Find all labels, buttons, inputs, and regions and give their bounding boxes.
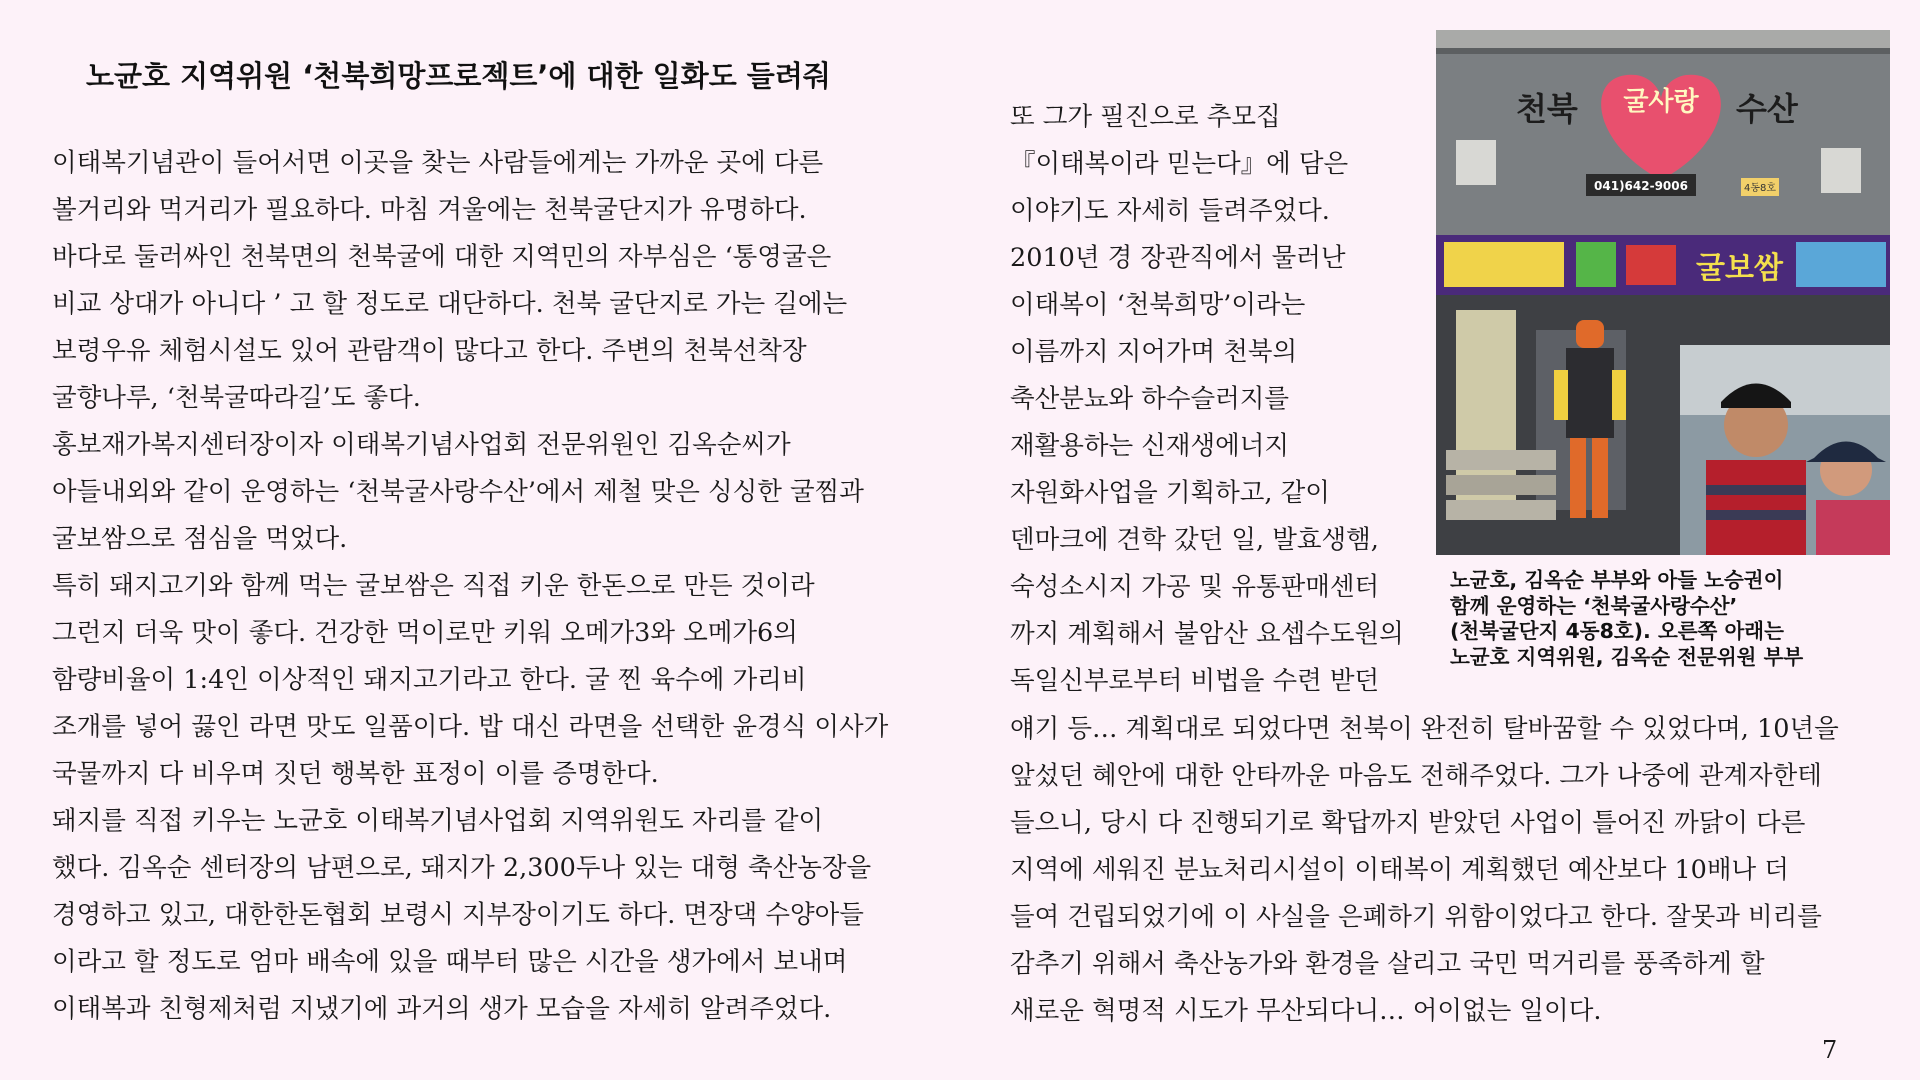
text-line: 앞섰던 혜안에 대한 안타까운 마음도 전해주었다. 그가 나중에 관계자한테 bbox=[1010, 761, 1822, 791]
right-wide-text-column bbox=[1010, 706, 1890, 1035]
caption-line: 함께 운영하는 ‘천북굴사랑수산’ bbox=[1450, 593, 1738, 618]
text-line: 까지 계획해서 불암산 요셉수도원의 bbox=[1010, 619, 1404, 649]
text-line: 아들내외와 같이 운영하는 ‘천북굴사랑수산’에서 제철 맞은 싱싱한 굴찜과 bbox=[52, 477, 864, 507]
text-line: 이름까지 지어가며 천북의 bbox=[1010, 337, 1298, 367]
banner-text: 굴보쌈 bbox=[1696, 251, 1783, 286]
text-line: 축산분뇨와 하수슬러지를 bbox=[1010, 384, 1290, 414]
text-line: 이야기도 자세히 들려주었다. bbox=[1010, 196, 1330, 226]
shop-photo-illustration bbox=[1436, 30, 1890, 555]
text-line: 이태복이 ‘천북희망’이라는 bbox=[1010, 290, 1306, 320]
text-line: 재활용하는 신재생에너지 bbox=[1010, 431, 1290, 461]
text-line: 특히 돼지고기와 함께 먹는 굴보쌈은 직접 키운 한돈으로 만든 것이라 bbox=[52, 571, 815, 601]
text-line: 또 그가 필진으로 추모집 bbox=[1010, 102, 1281, 132]
text-line: 2010년 경 장관직에서 물러난 bbox=[1010, 243, 1346, 273]
text-line: 이태복과 친형제처럼 지냈기에 과거의 생가 모습을 자세히 알려주었다. bbox=[52, 994, 832, 1024]
caption-line: 노균호 지역위원, 김옥순 전문위원 부부 bbox=[1450, 644, 1804, 669]
text-line: 굴향나루, ‘천북굴따라길’도 좋다. bbox=[52, 383, 421, 413]
text-line: 이태복기념관이 들어서면 이곳을 찾는 사람들에게는 가까운 곳에 다른 bbox=[52, 148, 824, 178]
article-headline: 노균호 지역위원 ‘천북희망프로젝트’에 대한 일화도 들려줘 bbox=[86, 59, 831, 93]
text-line: 비교 상대가 아니다 ’ 고 할 정도로 대단하다. 천북 굴단지로 가는 길에는 bbox=[52, 289, 848, 319]
caption-line: 노균호, 김옥순 부부와 아들 노승권이 bbox=[1450, 568, 1784, 592]
text-line: 얘기 등… 계획대로 되었다면 천북이 완전히 탈바꿈할 수 있었다며, 10년을 bbox=[1010, 714, 1839, 744]
text-line: 감추기 위해서 축산농가와 환경을 살리고 국민 먹거리를 풍족하게 할 bbox=[1010, 949, 1765, 979]
phone-number: 041)642-9006 bbox=[1594, 179, 1688, 193]
text-line: 숙성소시지 가공 및 유통판매센터 bbox=[1010, 572, 1380, 602]
text-line: 지역에 세워진 분뇨처리시설이 이태복이 계획했던 예산보다 10배나 더 bbox=[1010, 855, 1789, 885]
text-line: 했다. 김옥순 센터장의 남편으로, 돼지가 2,300두나 있는 대형 축산농장을 bbox=[52, 853, 872, 883]
text-line: 홍보재가복지센터장이자 이태복기념사업회 전문위원인 김옥순씨가 bbox=[52, 430, 791, 460]
text-line: 함량비율이 1:4인 이상적인 돼지고기라고 한다. 굴 찐 육수에 가리비 bbox=[52, 665, 807, 695]
shop-photo bbox=[1436, 30, 1890, 555]
text-line: 돼지를 직접 키우는 노균호 이태복기념사업회 지역위원도 자리를 같이 bbox=[52, 806, 824, 836]
left-text-column bbox=[52, 140, 952, 1033]
text-line: 바다로 둘러싸인 천북면의 천북굴에 대한 지역민의 자부심은 ‘통영굴은 bbox=[52, 242, 832, 272]
text-line: 국물까지 다 비우며 짓던 행복한 표정이 이를 증명한다. bbox=[52, 759, 659, 789]
text-line: 경영하고 있고, 대한한돈협회 보령시 지부장이기도 하다. 면장댁 수양아들 bbox=[52, 900, 864, 930]
text-line: 독일신부로부터 비법을 수련 받던 bbox=[1010, 666, 1380, 696]
text-line: 굴보쌈으로 점심을 먹었다. bbox=[52, 524, 348, 554]
text-line: 새로운 혁명적 시도가 무산되다니… 어이없는 일이다. bbox=[1010, 996, 1602, 1026]
text-line: 이라고 할 정도로 엄마 배속에 있을 때부터 많은 시간을 생가에서 보내며 bbox=[52, 947, 848, 977]
right-narrow-text-column bbox=[1010, 94, 1430, 705]
text-line: 조개를 넣어 끓인 라면 맛도 일품이다. 밥 대신 라면을 선택한 윤경식 이사가 bbox=[52, 712, 889, 742]
text-line: 그런지 더욱 맛이 좋다. 건강한 먹이로만 키워 오메가3와 오메가6의 bbox=[52, 618, 798, 648]
sign-text-right: 수산 bbox=[1736, 90, 1798, 128]
photo-caption bbox=[1450, 568, 1900, 670]
text-line: 들으니, 당시 다 진행되기로 확답까지 받았던 사업이 틀어진 까닭이 다른 bbox=[1010, 808, 1806, 838]
text-line: 덴마크에 견학 갔던 일, 발효생햄, bbox=[1010, 525, 1379, 555]
text-line: 들여 건립되었기에 이 사실을 은폐하기 위함이었다고 한다. 잘못과 비리를 bbox=[1010, 902, 1822, 932]
sign-text-heart: 굴사랑 bbox=[1623, 87, 1699, 117]
unit-label: 4동8호 bbox=[1743, 183, 1777, 194]
page-number: 7 bbox=[1822, 1036, 1838, 1064]
sign-text-left: 천북 bbox=[1516, 90, 1578, 128]
text-line: 『이태복이라 믿는다』에 담은 bbox=[1010, 149, 1349, 179]
text-line: 볼거리와 먹거리가 필요하다. 마침 겨울에는 천북굴단지가 유명하다. bbox=[52, 195, 807, 225]
text-line: 보령우유 체험시설도 있어 관람객이 많다고 한다. 주변의 천북선착장 bbox=[52, 336, 807, 366]
caption-line: (천북굴단지 4동8호). 오른쪽 아래는 bbox=[1450, 619, 1784, 643]
text-line: 자원화사업을 기획하고, 같이 bbox=[1010, 478, 1330, 508]
